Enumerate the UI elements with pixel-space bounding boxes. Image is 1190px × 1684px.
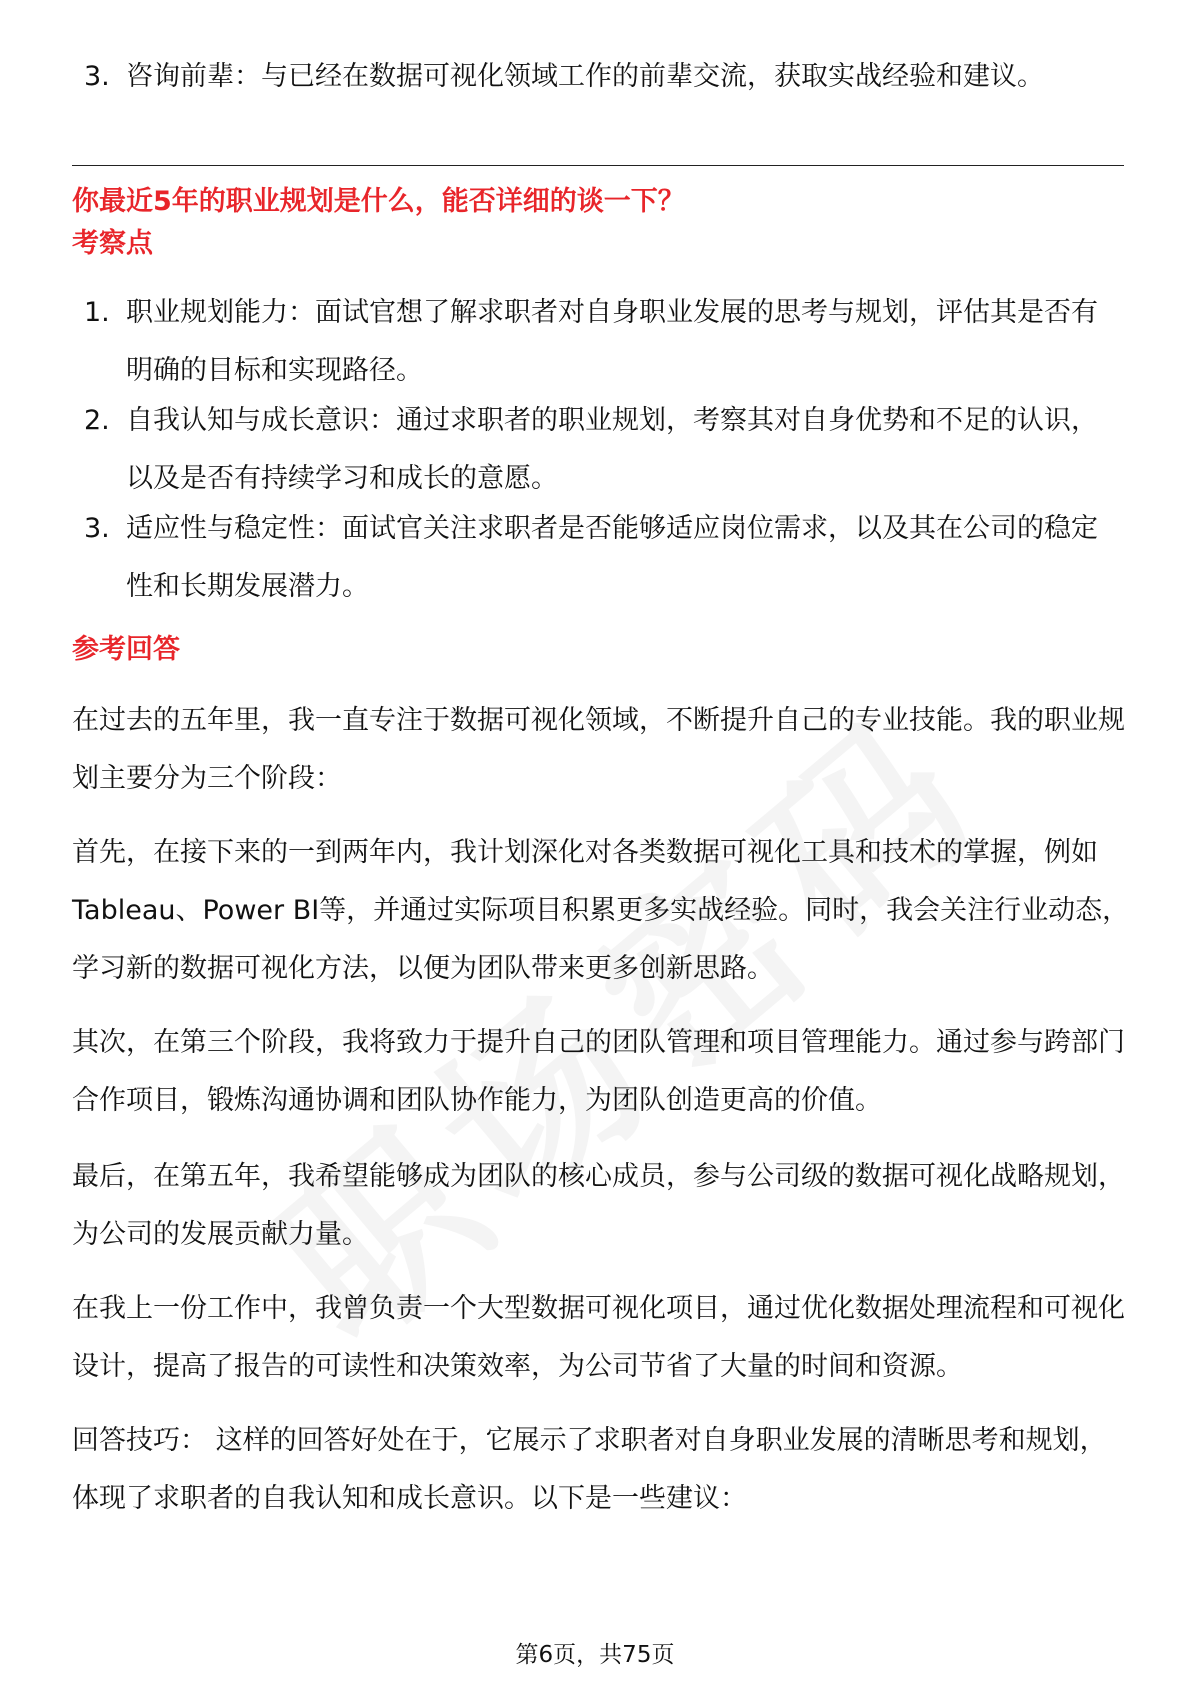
answer-paragraph-5: 在我上一份工作中，我曾负责一个大型数据可视化项目，通过优化数据处理流程和可视化设计，提高了报告的可读性和决策效率，为公司节省了大量的时间和资源。 xyxy=(72,1293,1125,1382)
focus-item-3 xyxy=(84,500,1124,616)
question-title: 你最近5年的职业规划是什么，能否详细的谈一下？ xyxy=(72,186,685,217)
list-number: 2. xyxy=(84,405,110,436)
prev-list-item-3 xyxy=(84,48,1124,106)
answer-paragraph-1: 在过去的五年里，我一直专注于数据可视化领域，不断提升自己的专业技能。我的职业规划主要分为三个阶段： xyxy=(72,705,1125,794)
section-divider xyxy=(72,165,1124,166)
focus-item-2 xyxy=(84,392,1124,508)
answer-heading: 参考回答 xyxy=(72,634,180,665)
answer-paragraph-3: 其次，在第三个阶段，我将致力于提升自己的团队管理和项目管理能力。通过参与跨部门合作项目，锻炼沟通协调和团队协作能力，为团队创造更高的价值。 xyxy=(72,1027,1125,1116)
answer-tips: 回答技巧： 这样的回答好处在于，它展示了求职者对自身职业发展的清晰思考和规划，体现了求职者的自我认知和成长意识。以下是一些建议： xyxy=(72,1425,1107,1514)
focus-item-1 xyxy=(84,284,1124,400)
list-number: 3. xyxy=(84,61,110,92)
focus-heading: 考察点 xyxy=(72,228,153,259)
answer-paragraph-4: 最后，在第五年，我希望能够成为团队的核心成员，参与公司级的数据可视化战略规划，为公司的发展贡献力量。 xyxy=(72,1161,1125,1250)
list-text: 适应性与稳定性：面试官关注求职者是否能够适应岗位需求，以及其在公司的稳定性和长期发展潜力。 xyxy=(126,513,1098,602)
answer-paragraph-2: 首先，在接下来的一到两年内，我计划深化对各类数据可视化工具和技术的掌握，例如Tableau、Power BI等，并通过实际项目积累更多实战经验。同时，我会关注行业动态，学习新的数据可视化方法，以便为团队带来更多创新思路。 xyxy=(72,837,1130,984)
list-number: 3. xyxy=(84,513,110,544)
list-text: 自我认知与成长意识：通过求职者的职业规划，考察其对自身优势和不足的认识，以及是否有持续学习和成长的意愿。 xyxy=(126,405,1098,494)
list-text: 职业规划能力：面试官想了解求职者对自身职业发展的思考与规划，评估其是否有明确的目标和实现路径。 xyxy=(126,297,1098,386)
list-text: 咨询前辈：与已经在数据可视化领域工作的前辈交流，获取实战经验和建议。 xyxy=(126,61,1044,92)
page-number: 第6页，共75页 xyxy=(515,1642,675,1668)
list-number: 1. xyxy=(84,297,110,328)
